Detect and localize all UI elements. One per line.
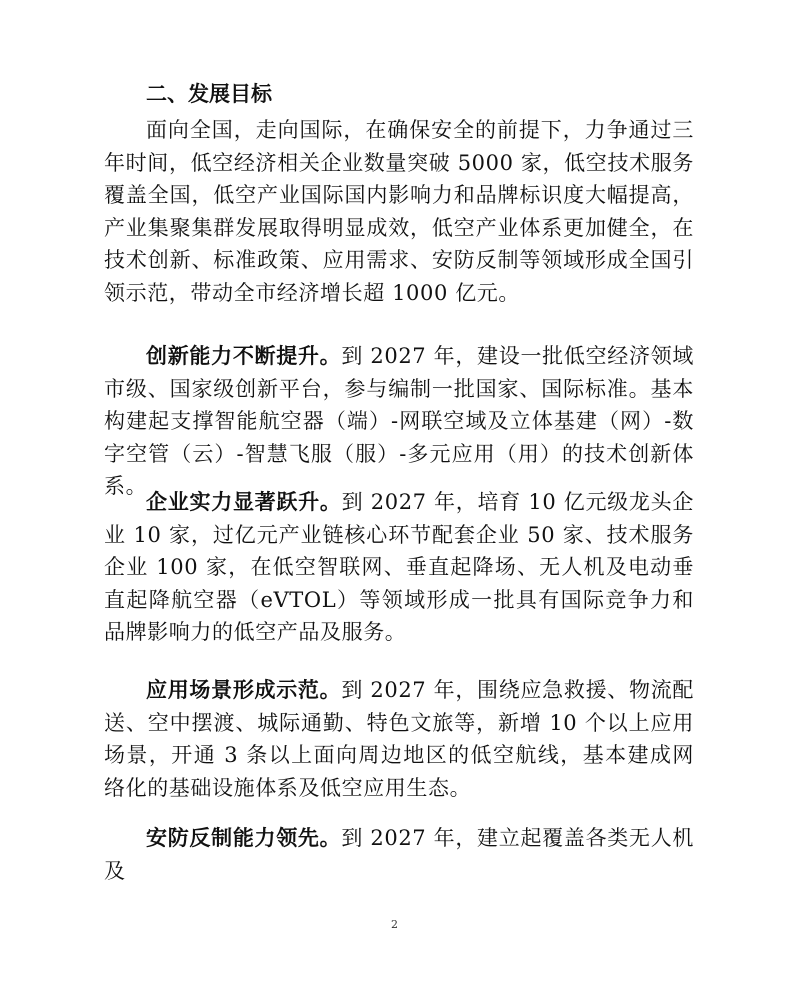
paragraph-body: 面向全国，走向国际，在确保安全的前提下，力争通过三年时间，低空经济相关企业数量突破 5000 家，低空技术服务覆盖全国，低空产业国际国内影响力和品牌标识度大幅提高，产业集聚集群发展取得明显成效，低空产业体系更加健全，在技术创新、标准政策、应用需求、安防反制等领域形成全国引领示范，带动全市经济增长超 1000 亿元。	[104, 118, 694, 305]
section-heading: 二、发展目标	[146, 82, 272, 106]
paragraph-body: 到 2027 年，建立起覆盖各类无人机及	[104, 826, 694, 883]
paragraph-body: 到 2027 年，建设一批低空经济领域市级、国家级创新平台，参与编制一批国家、国际标准。基本构建起支撑智能航空器（端）-网联空域及立体基建（网）-数字空管（云）-智慧飞服（服）-多元应用（用）的技术创新体系。	[104, 344, 694, 499]
paragraph-lead: 安防反制能力领先。	[146, 826, 342, 850]
page-number: 2	[391, 918, 398, 931]
paragraph-body: 到 2027 年，培育 10 亿元级龙头企业 10 家，过亿元产业链核心环节配套企业 50 家、技术服务企业 100 家，在低空智联网、垂直起降场、无人机及电动垂直起降航空器（eVTOL）等领域形成一批具有国际竞争力和品牌影响力的低空产品及服务。	[104, 490, 694, 645]
paragraph-enterprise	[104, 486, 694, 649]
paragraph-development-goals	[104, 114, 694, 310]
paragraph-innovation	[104, 340, 694, 503]
paragraph-security	[104, 822, 694, 887]
paragraph-lead: 企业实力显著跃升。	[146, 490, 342, 514]
paragraph-body: 到 2027 年，围绕应急救援、物流配送、空中摆渡、城际通勤、特色文旅等，新增 10 个以上应用场景，开通 3 条以上面向周边地区的低空航线，基本建成网络化的基础设施体系及低空应用生态。	[104, 678, 694, 800]
paragraph-lead: 应用场景形成示范。	[146, 678, 342, 702]
paragraph-lead: 创新能力不断提升。	[146, 344, 342, 368]
paragraph-application	[104, 674, 694, 804]
